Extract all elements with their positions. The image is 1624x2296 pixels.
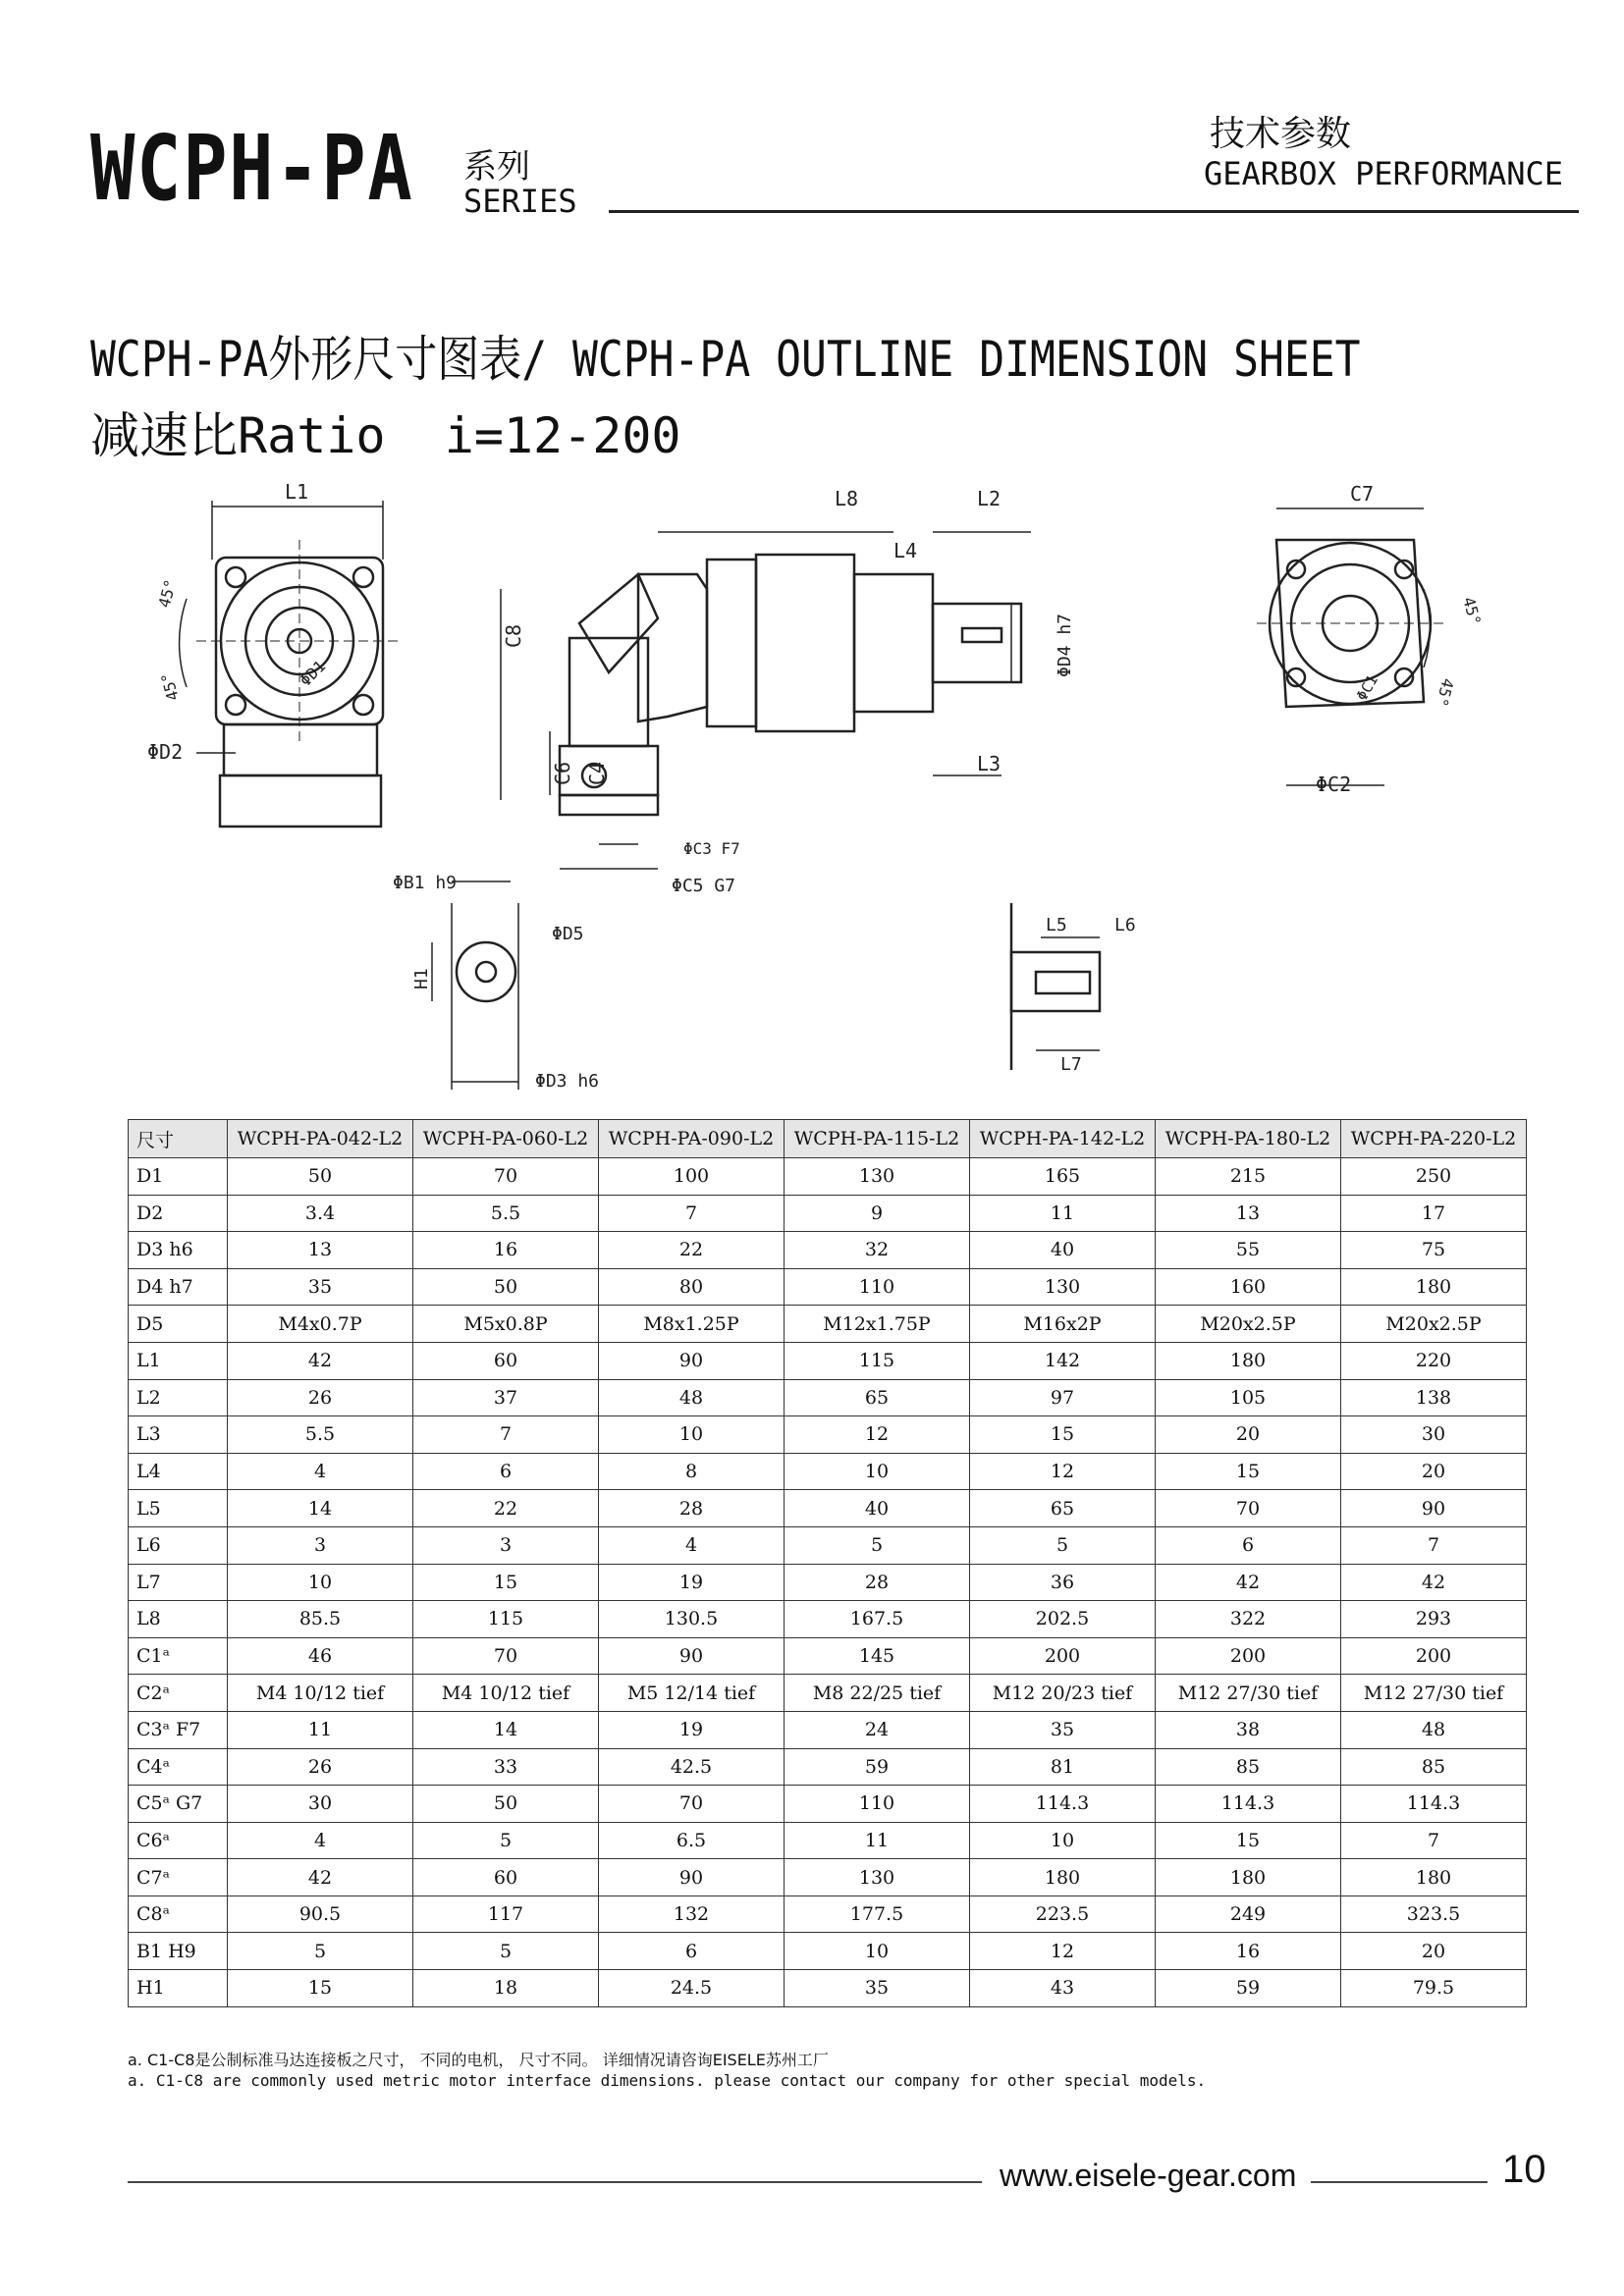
table-row: [129, 1453, 1527, 1490]
table-cell: 59: [785, 1748, 970, 1786]
label-angle-3: 45°: [1459, 595, 1485, 627]
table-cell: 5: [970, 1526, 1156, 1564]
row-label: C8ᵃ: [129, 1896, 228, 1933]
table-row: [129, 1711, 1527, 1748]
table-cell: 11: [228, 1711, 413, 1748]
table-cell: M8 22/25 tief: [785, 1675, 970, 1712]
section-label-en: GEARBOX PERFORMANCE: [1204, 155, 1564, 192]
table-cell: 138: [1341, 1379, 1527, 1416]
row-label: L2: [129, 1379, 228, 1416]
table-cell: 105: [1156, 1379, 1341, 1416]
table-row: [129, 1637, 1527, 1675]
table-cell: 220: [1341, 1342, 1527, 1379]
model-column-header: WCPH-PA-180-L2: [1156, 1120, 1341, 1158]
ratio-title: 减速比Ratio i=12-200: [90, 407, 681, 464]
table-cell: M8x1.25P: [599, 1306, 785, 1343]
table-cell: 6: [599, 1933, 785, 1970]
table-cell: 16: [413, 1232, 599, 1269]
table-cell: 60: [413, 1859, 599, 1896]
table-cell: 79.5: [1341, 1970, 1527, 2007]
model-column-header: WCPH-PA-090-L2: [599, 1120, 785, 1158]
table-cell: 90: [599, 1859, 785, 1896]
table-cell: 5.5: [413, 1195, 599, 1232]
table-cell: 167.5: [785, 1601, 970, 1638]
table-cell: 130.5: [599, 1601, 785, 1638]
table-cell: 19: [599, 1564, 785, 1601]
table-cell: 48: [599, 1379, 785, 1416]
series-label-cn: 系列: [463, 147, 530, 187]
table-cell: M20x2.5P: [1341, 1306, 1527, 1343]
table-cell: M12 27/30 tief: [1341, 1675, 1527, 1712]
model-column-header: WCPH-PA-042-L2: [228, 1120, 413, 1158]
table-cell: 8: [599, 1453, 785, 1490]
table-cell: 80: [599, 1268, 785, 1306]
table-cell: 5: [413, 1933, 599, 1970]
table-cell: 3.4: [228, 1195, 413, 1232]
row-label: D5: [129, 1306, 228, 1343]
label-c3: ΦC3 F7: [683, 839, 740, 858]
label-l3: L3: [977, 752, 1001, 775]
table-cell: 249: [1156, 1896, 1341, 1933]
table-cell: 15: [970, 1416, 1156, 1454]
table-cell: 180: [970, 1859, 1156, 1896]
table-cell: 46: [228, 1637, 413, 1675]
table-cell: 13: [228, 1232, 413, 1269]
footnote-en: a. C1-C8 are commonly used metric motor interface dimensions. please contact our company for other special models.: [128, 2071, 1207, 2090]
table-body: [129, 1158, 1527, 2007]
table-cell: 200: [1156, 1637, 1341, 1675]
table-cell: 33: [413, 1748, 599, 1786]
table-cell: 142: [970, 1342, 1156, 1379]
table-cell: 42: [228, 1859, 413, 1896]
table-cell: 42.5: [599, 1748, 785, 1786]
table-cell: 293: [1341, 1601, 1527, 1638]
label-c5: ΦC5 G7: [672, 876, 736, 896]
table-cell: 28: [785, 1564, 970, 1601]
table-cell: 50: [413, 1786, 599, 1823]
table-cell: 3: [228, 1526, 413, 1564]
table-cell: 70: [1156, 1490, 1341, 1527]
table-cell: 30: [1341, 1416, 1527, 1454]
table-cell: 4: [228, 1822, 413, 1859]
model-column-header: WCPH-PA-220-L2: [1341, 1120, 1527, 1158]
label-b1: ΦB1 h9: [393, 873, 458, 893]
table-row: [129, 1896, 1527, 1933]
table-cell: 24.5: [599, 1970, 785, 2007]
table-cell: 22: [599, 1232, 785, 1269]
table-cell: 5: [413, 1822, 599, 1859]
table-cell: 160: [1156, 1268, 1341, 1306]
table-row: [129, 1195, 1527, 1232]
table-cell: M5x0.8P: [413, 1306, 599, 1343]
label-d4: ΦD4 h7: [1055, 613, 1075, 677]
table-row: [129, 1601, 1527, 1638]
table-cell: 19: [599, 1711, 785, 1748]
table-cell: M4x0.7P: [228, 1306, 413, 1343]
series-brand-title: WCPH-PA: [90, 116, 414, 221]
table-cell: 24: [785, 1711, 970, 1748]
label-angle-4: 45°: [1432, 675, 1458, 709]
table-cell: 7: [599, 1195, 785, 1232]
table-cell: 59: [1156, 1970, 1341, 2007]
table-cell: 30: [228, 1786, 413, 1823]
table-cell: 65: [785, 1379, 970, 1416]
table-cell: M20x2.5P: [1156, 1306, 1341, 1343]
table-cell: 9: [785, 1195, 970, 1232]
table-cell: 40: [785, 1490, 970, 1527]
table-row: [129, 1379, 1527, 1416]
table-cell: 97: [970, 1379, 1156, 1416]
table-cell: 3: [413, 1526, 599, 1564]
table-cell: 323.5: [1341, 1896, 1527, 1933]
label-l7: L7: [1060, 1054, 1082, 1075]
table-cell: 114.3: [1341, 1786, 1527, 1823]
table-cell: 16: [1156, 1933, 1341, 1970]
table-cell: 115: [413, 1601, 599, 1638]
table-cell: 70: [413, 1637, 599, 1675]
label-h1: H1: [411, 968, 432, 989]
table-cell: 55: [1156, 1232, 1341, 1269]
table-cell: 145: [785, 1637, 970, 1675]
table-cell: 38: [1156, 1711, 1341, 1748]
table-row: [129, 1416, 1527, 1454]
table-cell: 130: [970, 1268, 1156, 1306]
header-rule: [609, 210, 1579, 213]
table-row: [129, 1822, 1527, 1859]
table-cell: 90.5: [228, 1896, 413, 1933]
front-view: [180, 501, 403, 827]
table-cell: 81: [970, 1748, 1156, 1786]
label-l1: L1: [285, 481, 309, 504]
row-label: L5: [129, 1490, 228, 1527]
label-c2: ΦC2: [1316, 773, 1352, 796]
table-cell: 322: [1156, 1601, 1341, 1638]
table-cell: 13: [1156, 1195, 1341, 1232]
table-cell: 85: [1341, 1748, 1527, 1786]
table-cell: 85: [1156, 1748, 1341, 1786]
table-row: [129, 1786, 1527, 1823]
table-cell: 180: [1156, 1342, 1341, 1379]
table-cell: 70: [413, 1158, 599, 1196]
table-cell: 15: [413, 1564, 599, 1601]
table-cell: 180: [1156, 1859, 1341, 1896]
table-cell: 202.5: [970, 1601, 1156, 1638]
label-angle-1: 45°: [154, 577, 181, 611]
table-row: [129, 1859, 1527, 1896]
table-cell: 22: [413, 1490, 599, 1527]
table-cell: 90: [599, 1637, 785, 1675]
row-label: C2ᵃ: [129, 1675, 228, 1712]
flange-view: [1257, 508, 1443, 785]
table-cell: 35: [228, 1268, 413, 1306]
row-label: H1: [129, 1970, 228, 2007]
row-label: C1ᵃ: [129, 1637, 228, 1675]
table-cell: 5: [785, 1526, 970, 1564]
table-cell: 35: [970, 1711, 1156, 1748]
shaft-end-view: [432, 881, 518, 1090]
table-cell: 12: [970, 1933, 1156, 1970]
row-label: L4: [129, 1453, 228, 1490]
website-link[interactable]: www.eisele-gear.com: [1000, 2158, 1297, 2193]
table-cell: 115: [785, 1342, 970, 1379]
table-cell: 7: [413, 1416, 599, 1454]
label-c7: C7: [1350, 482, 1375, 506]
table-cell: 6: [1156, 1526, 1341, 1564]
table-row: [129, 1490, 1527, 1527]
table-cell: 7: [1341, 1822, 1527, 1859]
label-c8: C8: [502, 623, 525, 648]
table-cell: 32: [785, 1232, 970, 1269]
model-column-header: WCPH-PA-115-L2: [785, 1120, 970, 1158]
table-row: [129, 1564, 1527, 1601]
table-cell: 50: [413, 1268, 599, 1306]
section-label-cn: 技术参数: [1210, 114, 1352, 154]
table-cell: M4 10/12 tief: [228, 1675, 413, 1712]
label-l8: L8: [835, 487, 859, 510]
row-label: C3ᵃ F7: [129, 1711, 228, 1748]
table-cell: 10: [228, 1564, 413, 1601]
table-cell: 6: [413, 1453, 599, 1490]
table-cell: 250: [1341, 1158, 1527, 1196]
table-cell: 42: [228, 1342, 413, 1379]
table-cell: 10: [599, 1416, 785, 1454]
row-label: D4 h7: [129, 1268, 228, 1306]
table-cell: 110: [785, 1268, 970, 1306]
label-d3: ΦD3 h6: [535, 1071, 600, 1092]
table-row: [129, 1748, 1527, 1786]
label-d2: ΦD2: [147, 740, 184, 764]
table-cell: 90: [599, 1342, 785, 1379]
row-label: L7: [129, 1564, 228, 1601]
table-cell: 60: [413, 1342, 599, 1379]
series-label-en: SERIES: [463, 183, 577, 220]
label-c6: C6: [551, 761, 574, 785]
table-cell: 114.3: [970, 1786, 1156, 1823]
row-label: L1: [129, 1342, 228, 1379]
table-cell: 70: [599, 1786, 785, 1823]
table-cell: 85.5: [228, 1601, 413, 1638]
row-label: L6: [129, 1526, 228, 1564]
table-cell: M12 27/30 tief: [1156, 1675, 1341, 1712]
table-cell: M5 12/14 tief: [599, 1675, 785, 1712]
table-cell: 42: [1341, 1564, 1527, 1601]
table-cell: 100: [599, 1158, 785, 1196]
table-cell: 20: [1156, 1416, 1341, 1454]
label-angle-2: 45°: [157, 670, 183, 703]
row-label: B1 H9: [129, 1933, 228, 1970]
row-label: L3: [129, 1416, 228, 1454]
table-cell: 165: [970, 1158, 1156, 1196]
table-cell: 28: [599, 1490, 785, 1527]
table-cell: 7: [1341, 1526, 1527, 1564]
table-cell: 40: [970, 1232, 1156, 1269]
table-cell: 14: [228, 1490, 413, 1527]
table-cell: 130: [785, 1859, 970, 1896]
model-column-header: WCPH-PA-142-L2: [970, 1120, 1156, 1158]
table-cell: 20: [1341, 1933, 1527, 1970]
table-cell: 130: [785, 1158, 970, 1196]
table-cell: 117: [413, 1896, 599, 1933]
table-cell: 10: [785, 1933, 970, 1970]
row-label: C6ᵃ: [129, 1822, 228, 1859]
table-cell: 6.5: [599, 1822, 785, 1859]
table-cell: M4 10/12 tief: [413, 1675, 599, 1712]
table-cell: 14: [413, 1711, 599, 1748]
label-d1: ΦD1: [296, 656, 330, 690]
table-cell: 26: [228, 1379, 413, 1416]
model-column-header: WCPH-PA-060-L2: [413, 1120, 599, 1158]
table-corner-cell: 尺寸: [129, 1120, 228, 1158]
table-cell: 17: [1341, 1195, 1527, 1232]
table-cell: 223.5: [970, 1896, 1156, 1933]
table-cell: 90: [1341, 1490, 1527, 1527]
table-cell: 12: [970, 1453, 1156, 1490]
table-row: [129, 1306, 1527, 1343]
outline-dimension-drawing: [147, 481, 1522, 1109]
table-cell: 42: [1156, 1564, 1341, 1601]
table-cell: 50: [228, 1158, 413, 1196]
table-cell: 110: [785, 1786, 970, 1823]
table-row: [129, 1675, 1527, 1712]
label-l5: L5: [1046, 915, 1067, 935]
table-cell: M12 20/23 tief: [970, 1675, 1156, 1712]
table-cell: 75: [1341, 1232, 1527, 1269]
row-label: C7ᵃ: [129, 1859, 228, 1896]
label-d5: ΦD5: [552, 924, 584, 944]
row-label: D2: [129, 1195, 228, 1232]
table-row: [129, 1933, 1527, 1970]
row-label: C4ᵃ: [129, 1748, 228, 1786]
table-row: [129, 1526, 1527, 1564]
table-cell: 10: [785, 1453, 970, 1490]
page-number: 10: [1502, 2148, 1546, 2191]
table-cell: 36: [970, 1564, 1156, 1601]
table-cell: M16x2P: [970, 1306, 1156, 1343]
table-cell: 20: [1341, 1453, 1527, 1490]
label-l6: L6: [1114, 915, 1136, 935]
table-cell: 48: [1341, 1711, 1527, 1748]
table-cell: 65: [970, 1490, 1156, 1527]
side-view: [501, 532, 1031, 869]
table-row: [129, 1232, 1527, 1269]
row-label: C5ᵃ G7: [129, 1786, 228, 1823]
table-cell: 15: [228, 1970, 413, 2007]
table-cell: 26: [228, 1748, 413, 1786]
label-l4: L4: [893, 539, 918, 562]
table-cell: 5: [228, 1933, 413, 1970]
table-cell: 215: [1156, 1158, 1341, 1196]
table-cell: 11: [785, 1822, 970, 1859]
dimension-table: [128, 1119, 1527, 2007]
table-cell: 132: [599, 1896, 785, 1933]
label-l2: L2: [977, 487, 1001, 510]
row-label: D3 h6: [129, 1232, 228, 1269]
row-label: D1: [129, 1158, 228, 1196]
table-cell: 177.5: [785, 1896, 970, 1933]
table-cell: 18: [413, 1970, 599, 2007]
table-cell: 4: [228, 1453, 413, 1490]
table-cell: 180: [1341, 1268, 1527, 1306]
table-cell: 43: [970, 1970, 1156, 2007]
table-cell: 200: [970, 1637, 1156, 1675]
table-cell: 5.5: [228, 1416, 413, 1454]
sheet-title: WCPH-PA外形尺寸图表/ WCPH-PA OUTLINE DIMENSION SHEET: [90, 331, 1361, 388]
table-cell: 15: [1156, 1453, 1341, 1490]
table-row: [129, 1268, 1527, 1306]
label-c1: ΦC1: [1352, 671, 1382, 704]
table-cell: M12x1.75P: [785, 1306, 970, 1343]
table-cell: 200: [1341, 1637, 1527, 1675]
table-cell: 12: [785, 1416, 970, 1454]
table-cell: 4: [599, 1526, 785, 1564]
table-cell: 11: [970, 1195, 1156, 1232]
table-header-row: [129, 1120, 1527, 1158]
row-label: L8: [129, 1601, 228, 1638]
label-c4: C4: [585, 761, 609, 785]
table-cell: 37: [413, 1379, 599, 1416]
table-cell: 180: [1341, 1859, 1527, 1896]
table-row: [129, 1158, 1527, 1196]
drawing-labels: [147, 481, 1485, 1092]
table-row: [129, 1970, 1527, 2007]
footnote-cn: a. C1-C8是公制标准马达连接板之尺寸， 不同的电机， 尺寸不同。 详细情况请咨询EISELE苏州工厂: [128, 2051, 829, 2069]
table-cell: 10: [970, 1822, 1156, 1859]
footer-rule-left: [128, 2181, 982, 2183]
table-cell: 35: [785, 1970, 970, 2007]
table-cell: 114.3: [1156, 1786, 1341, 1823]
table-row: [129, 1342, 1527, 1379]
table-cell: 15: [1156, 1822, 1341, 1859]
footer-rule-right: [1311, 2181, 1488, 2183]
